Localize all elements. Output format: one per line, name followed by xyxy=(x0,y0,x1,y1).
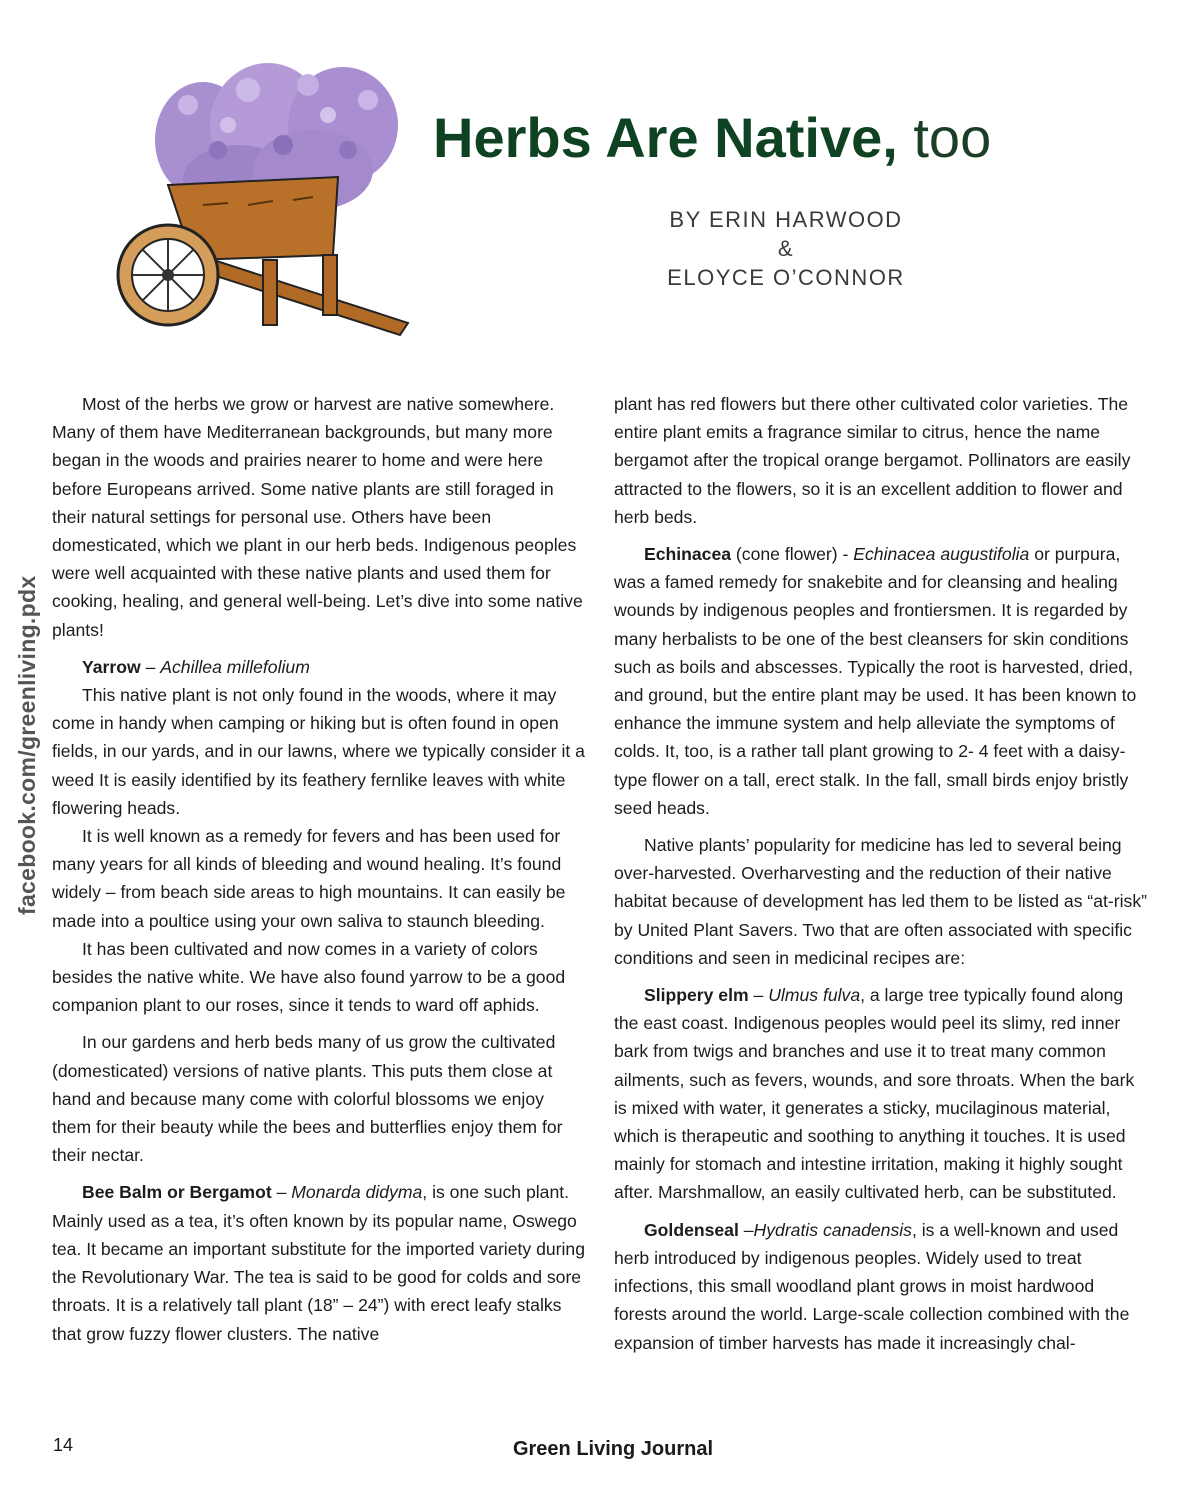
bee-balm-dash: – xyxy=(271,1182,292,1203)
overharvest-paragraph: Native plants’ popularity for medicine has led to several being over-harvested. Overharvesting and the reduction of their native habitat because of development has led them to be listed as “at-risk” by United Plant Savers. Two that are often associated with specific conditions and seen in medicinal recipes are: xyxy=(614,835,1147,968)
bergamot-continued-paragraph: plant has red flowers but there other cultivated color varieties. The entire plant emits a fragrance similar to citrus, hence the name bergamot after the tropical orange bergamot. Pollinators are easily attracted to the flowers, so it is an excellent addition to flower and herb beds. xyxy=(614,394,1131,527)
title-light: too xyxy=(913,106,992,169)
yarrow-heading xyxy=(52,653,587,681)
title-bold: Herbs Are Native, xyxy=(433,106,898,169)
right-column xyxy=(614,390,1148,1357)
bee-balm-paragraph xyxy=(52,1178,587,1347)
bee-balm-text: , is one such plant. Mainly used as a tea, it’s often known by its popular name, Oswego tea. It became an important substitute for the imported variety during the Revolutionary War. The tea is said to be good for colds and sore throats. It is a relatively tall plant (18” – 24”) with erect leafy stalks that grow fuzzy flower clusters. The native xyxy=(52,1182,585,1344)
journal-name: Green Living Journal xyxy=(512,1438,714,1460)
slippery-elm-name: Slippery elm xyxy=(644,985,749,1006)
slippery-elm-dash: – xyxy=(748,985,769,1006)
yarrow-dash: – xyxy=(140,656,161,677)
goldenseal-text: , is a well-known and used herb introduced by indigenous peoples. Widely used to treat infections, this small woodland plant grows in moist hardwood forests around the world. Large-scale collection combined with the expansion of timber harvests has made it increasingly chal- xyxy=(614,1219,1130,1353)
article-title xyxy=(433,103,991,173)
yarrow-latin: Achillea millefolium xyxy=(160,656,310,677)
slippery-elm-text: , a large tree typically found along the east coast. Indigenous peoples would peel its slimy, red inner bark from twigs and branches and use it to treat many common ailments, such as fevers, wounds, and sore throats. When the bark is mixed with water, it generates a sticky, mucilaginous material, which is therapeutic and soothing to anything it touches. It is used mainly for stomach and intestine irritation, making it highly sought after. Marshmallow, an easily cultivated herb, can be substituted. xyxy=(614,985,1135,1203)
byline-ampersand: & xyxy=(777,236,795,261)
yarrow-paragraph-2: It is well known as a remedy for fevers and has been used for many years for all kinds of bleeding and wound healing. It’s found widely – from beach side areas to high mountains. It can easily be made into a poultice using your own saliva to staunch bleeding. xyxy=(52,826,566,931)
echinacea-common: (cone flower) - xyxy=(731,544,854,565)
byline-author-2: ELOYCE O’CONNOR xyxy=(667,265,905,290)
wheel xyxy=(118,225,218,325)
side-url xyxy=(14,555,46,915)
slippery-elm-paragraph xyxy=(614,981,1148,1207)
bee-balm-latin: Monarda didyma xyxy=(291,1182,423,1203)
goldenseal-paragraph xyxy=(614,1216,1148,1357)
echinacea-latin: Echinacea augustifolia xyxy=(853,544,1030,565)
slippery-elm-latin: Ulmus fulva xyxy=(768,985,861,1006)
yarrow-paragraph-3: It has been cultivated and now comes in a variety of colors besides the native white. We have also found yarrow to be a good companion plant to our roses, since it tends to ward off aphids. xyxy=(52,938,566,1016)
page-number: 14 xyxy=(53,1435,74,1455)
yarrow-name: Yarrow xyxy=(82,656,141,677)
byline xyxy=(610,205,962,292)
echinacea-paragraph xyxy=(614,540,1148,822)
goldenseal-latin: Hydratis canadensis xyxy=(753,1219,912,1240)
intro-paragraph: Most of the herbs we grow or harvest are native somewhere. Many of them have Mediterranean backgrounds, but many more began in the woods and prairies nearer to home and were here before Europeans arrived. Some native plants are still foraged in their natural settings for personal use. Others have been domesticated, which we plant in our herb beds. Indigenous peoples were well acquainted with these native plants and used them for cooking, healing, and general well-being. Let’s dive into some native plants! xyxy=(52,394,583,640)
wheelbarrow-lavender-illustration xyxy=(108,55,428,355)
byline-author-1: BY ERIN HARWOOD xyxy=(669,207,903,232)
yarrow-paragraph-1: This native plant is not only found in the woods, where it may come in handy when camping or hiking but is often found in open fields, in our yards, and in our lawns, where we typically consider it a weed It is easily identified by its feathery fernlike leaves with white flowering heads. xyxy=(52,685,585,818)
left-column xyxy=(52,390,587,1348)
side-url-text: facebook.com/greenliving.pdx xyxy=(14,575,40,915)
gardens-paragraph: In our gardens and herb beds many of us grow the cultivated (domesticated) versions of native plants. This puts them close at hand and because many come with colorful blossoms we enjoy them for their beauty while the bees and butterflies enjoy them for their nectar. xyxy=(52,1032,563,1166)
bee-balm-name: Bee Balm or Bergamot xyxy=(82,1182,272,1203)
echinacea-name: Echinacea xyxy=(644,544,732,565)
echinacea-text: or purpura, was a famed remedy for snakebite and for cleansing and healing wounds by indigenous peoples and frontiersmen. It is regarded by many herbalists to be one of the best cleansers for skin conditions such as boils and abscesses. Typically the root is harvested, dried, and ground, but the entire plant may be used. It has been known to enhance the immune system and help alleviate the symptoms of colds. It, too, is a rather tall plant growing to 2- 4 feet with a daisy-type flower on a tall, erect stalk. In the fall, small birds enjoy bristly seed heads. xyxy=(614,544,1137,818)
goldenseal-name: Goldenseal xyxy=(644,1219,739,1240)
goldenseal-dash: – xyxy=(738,1219,754,1240)
